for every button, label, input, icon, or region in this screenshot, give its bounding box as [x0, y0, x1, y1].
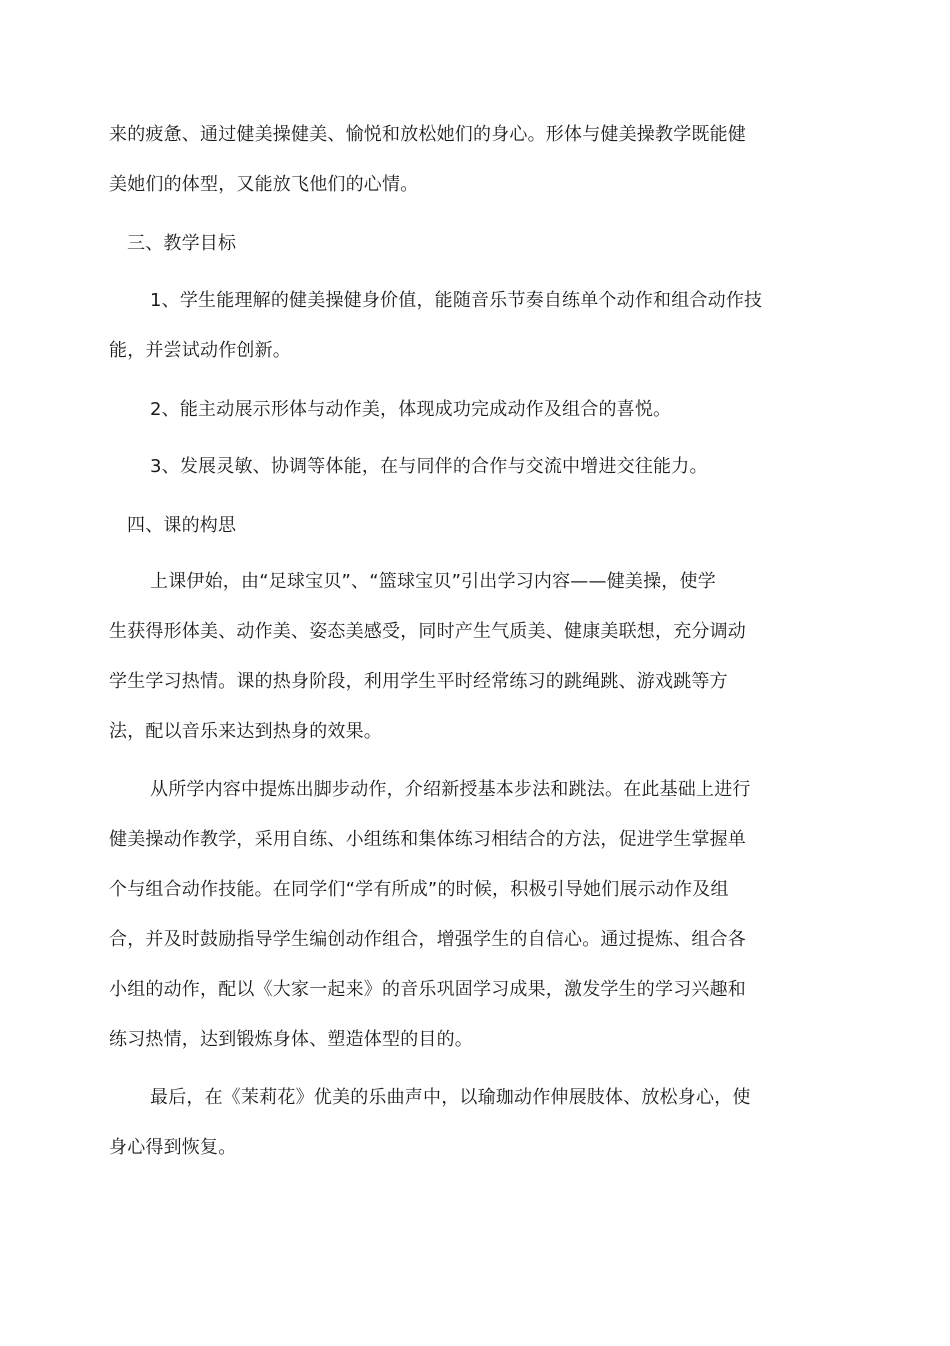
section-heading: 四、课的构思	[127, 515, 237, 536]
text-line: 最后，在《茉莉花》优美的乐曲声中，以瑜珈动作伸展肢体、放松身心，使	[150, 1087, 751, 1108]
text-line: 来的疲惫、通过健美操健美、愉悦和放松她们的身心。形体与健美操教学既能健	[109, 124, 746, 145]
text-line: 上课伊始，由“足球宝贝”、“篮球宝贝”引出学习内容——健美操，使学	[150, 571, 716, 592]
section-heading: 三、教学目标	[127, 233, 237, 254]
text-line: 美她们的体型，又能放飞他们的心情。	[109, 174, 419, 195]
text-line: 身心得到恢复。	[109, 1137, 237, 1158]
text-line: 个与组合动作技能。在同学们“学有所成”的时候，积极引导她们展示动作及组	[109, 879, 729, 900]
text-line: 生获得形体美、动作美、姿态美感受，同时产生气质美、健康美联想，充分调动	[109, 621, 746, 642]
text-line: 2、能主动展示形体与动作美，体现成功完成动作及组合的喜悦。	[150, 399, 672, 420]
text-line: 法，配以音乐来达到热身的效果。	[109, 721, 382, 742]
text-line: 合，并及时鼓励指导学生编创动作组合，增强学生的自信心。通过提炼、组合各	[109, 929, 746, 950]
text-line: 能，并尝试动作创新。	[109, 340, 291, 361]
text-line: 1、学生能理解的健美操健身价值，能随音乐节奏自练单个动作和组合动作技	[150, 290, 763, 311]
text-line: 练习热情，达到锻炼身体、塑造体型的目的。	[109, 1029, 473, 1050]
text-line: 学生学习热情。课的热身阶段，利用学生平时经常练习的跳绳跳、游戏跳等方	[109, 671, 728, 692]
text-line: 健美操动作教学，采用自练、小组练和集体练习相结合的方法，促进学生掌握单	[109, 829, 746, 850]
text-line: 小组的动作，配以《大家一起来》的音乐巩固学习成果，激发学生的学习兴趣和	[109, 979, 746, 1000]
text-line: 从所学内容中提炼出脚步动作，介绍新授基本步法和跳法。在此基础上进行	[150, 779, 751, 800]
text-line: 3、发展灵敏、协调等体能，在与同伴的合作与交流中增进交往能力。	[150, 456, 708, 477]
